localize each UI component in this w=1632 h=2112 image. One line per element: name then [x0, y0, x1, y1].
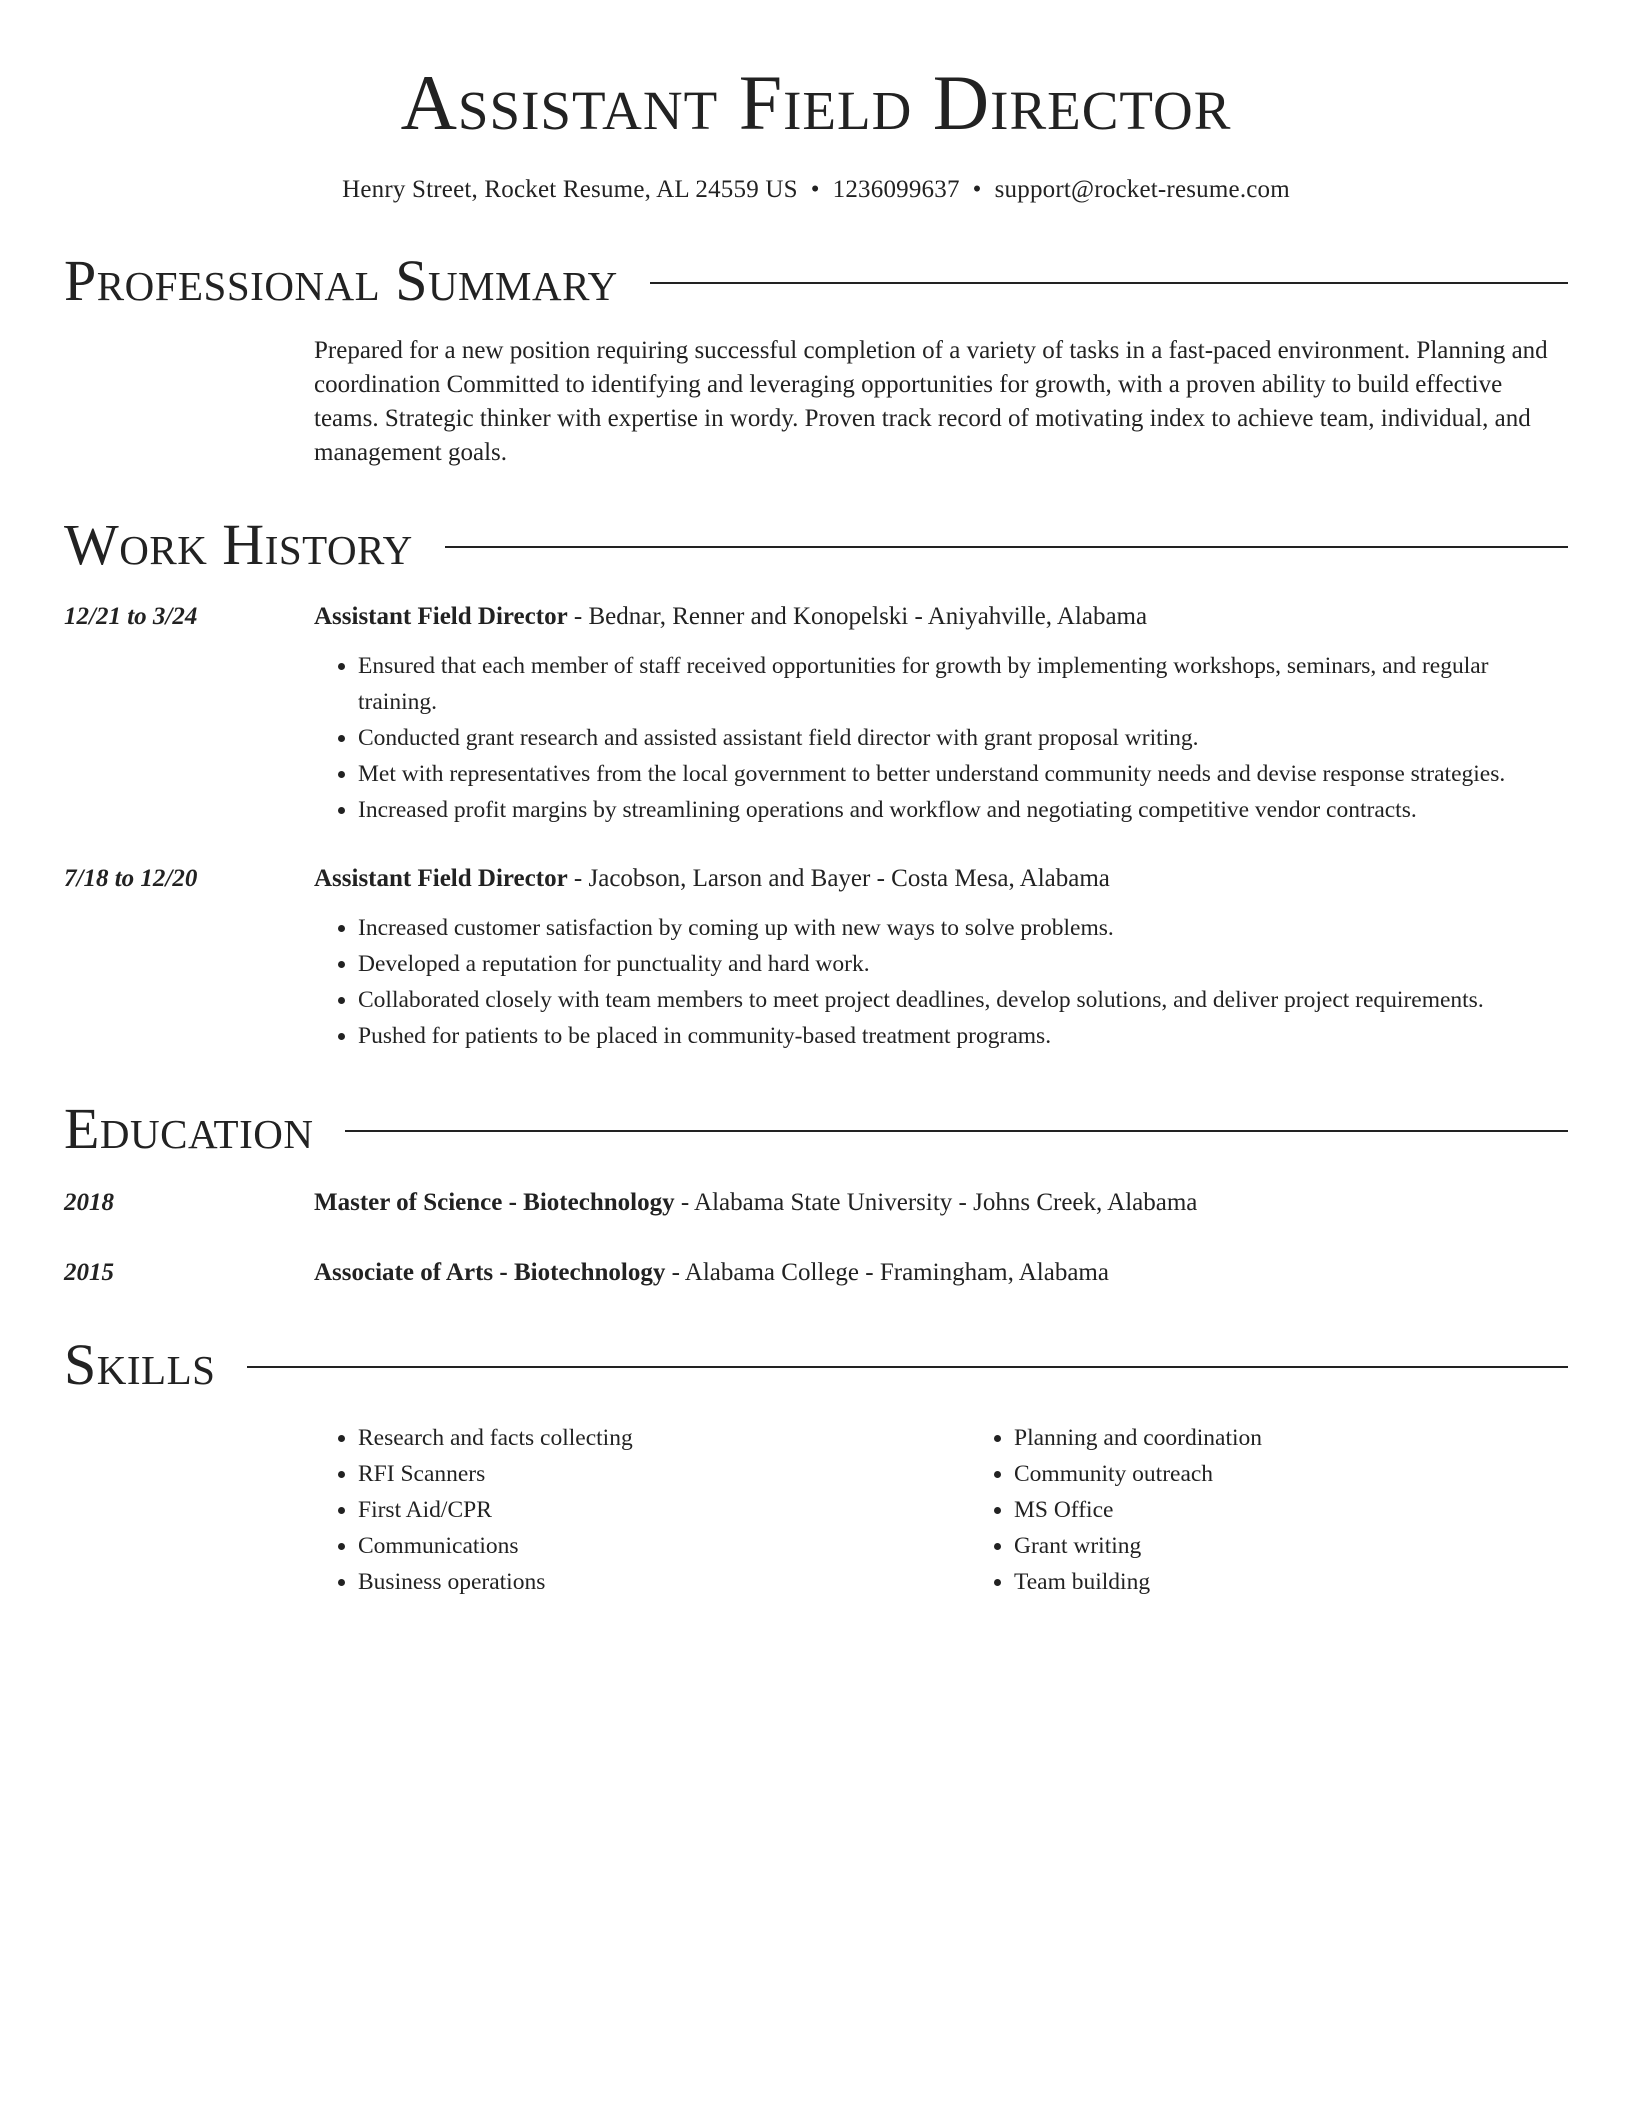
section-divider [345, 1130, 1568, 1132]
job-bullets-row [64, 896, 1568, 1054]
education-entry [64, 1256, 1568, 1290]
skill-item: • RFI Scanners [358, 1456, 970, 1492]
job-bullet: • Met with representatives from the local government to better understand community needs and devise response strategies. [358, 756, 1568, 792]
job-bullets [314, 648, 1568, 828]
education-year: 2015 [64, 1259, 114, 1286]
summary-row [64, 334, 1568, 470]
skills-grid [64, 1420, 1568, 1600]
education-degree: Associate of Arts - Biotechnology [314, 1259, 666, 1286]
resume-name: Assistant Field Director [400, 59, 1232, 146]
job-bullet: • Collaborated closely with team members to meet project deadlines, develop solutions, and deliver project requirements. [358, 982, 1568, 1018]
section-divider [650, 282, 1568, 284]
job-bullet: • Ensured that each member of staff received opportunities for growth by implementing workshops, seminars, and regular training. [358, 648, 1568, 720]
contact-phone: 1236099637 [832, 176, 960, 203]
education-heading: Education [64, 1096, 314, 1161]
summary-spacer [64, 334, 314, 470]
education-info [314, 1256, 1568, 1290]
work-section-header [64, 514, 1568, 576]
job-details: - Bednar, Renner and Konopelski - Aniyahville, Alabama [567, 603, 1148, 630]
job-bullet: • Pushed for patients to be placed in community-based treatment programs. [358, 1018, 1568, 1054]
skills-column-1 [314, 1420, 970, 1600]
education-info [314, 1186, 1568, 1220]
skill-item: • MS Office [1014, 1492, 1626, 1528]
education-year: 2018 [64, 1189, 114, 1216]
job-bullet: • Developed a reputation for punctuality and hard work. [358, 946, 1568, 982]
skill-item: • Planning and coordination [1014, 1420, 1626, 1456]
job-title: Assistant Field Director [314, 603, 568, 630]
job-info [314, 600, 1568, 634]
job-bullet: • Conducted grant research and assisted assistant field director with grant proposal writing. [358, 720, 1568, 756]
skills-spacer [64, 1420, 314, 1600]
job-bullets-row [64, 634, 1568, 828]
skill-item: • Community outreach [1014, 1456, 1626, 1492]
contact-line [64, 174, 1568, 206]
job-bullets-spacer [64, 634, 314, 828]
job-header [64, 600, 1568, 634]
job-info [314, 862, 1568, 896]
skills-heading: Skills [64, 1332, 216, 1397]
education-details: - Alabama State University - Johns Creek, Alabama [674, 1189, 1198, 1216]
skills-section-header [64, 1334, 1568, 1396]
job-details: - Jacobson, Larson and Bayer - Costa Mesa, Alabama [567, 865, 1110, 892]
skills-column-2 [970, 1420, 1626, 1600]
education-section-header [64, 1098, 1568, 1160]
job-header [64, 862, 1568, 896]
job-bullets [314, 910, 1568, 1054]
summary-text: Prepared for a new position requiring successful completion of a variety of tasks in a fast-paced environment. Planning and coordination Committed to identifying and leveraging opportunities for growth, with a proven ability to build effective teams. Strategic thinker with expertise in wordy. Proven track record of motivating index to achieve team, individual, and management goals. [314, 337, 1548, 466]
contact-email: support@rocket-resume.com [994, 176, 1290, 203]
skill-item: • First Aid/CPR [358, 1492, 970, 1528]
job-dates: 12/21 to 3/24 [64, 603, 198, 630]
skill-item: • Grant writing [1014, 1528, 1626, 1564]
skill-item: • Research and facts collecting [358, 1420, 970, 1456]
summary-heading: Professional Summary [64, 248, 618, 313]
skill-item: • Business operations [358, 1564, 970, 1600]
job-bullet: • Increased profit margins by streamlining operations and workflow and negotiating competitive vendor contracts. [358, 792, 1568, 828]
contact-address: Henry Street, Rocket Resume, AL 24559 US [342, 176, 798, 203]
section-divider [247, 1366, 1568, 1368]
skill-item: • Communications [358, 1528, 970, 1564]
job-dates: 7/18 to 12/20 [64, 865, 198, 892]
summary-section-header [64, 250, 1568, 312]
education-degree: Master of Science - Biotechnology [314, 1189, 675, 1216]
work-heading: Work History [64, 512, 413, 577]
skill-item: • Team building [1014, 1564, 1626, 1600]
education-entry [64, 1186, 1568, 1220]
contact-separator: • [972, 176, 982, 203]
job-bullets-container [314, 896, 1568, 1054]
job-entry [64, 600, 1568, 828]
section-divider [445, 546, 1568, 548]
contact-separator: • [810, 176, 820, 203]
job-title: Assistant Field Director [314, 865, 568, 892]
job-bullets-container [314, 634, 1568, 828]
job-entry [64, 862, 1568, 1054]
job-bullet: • Increased customer satisfaction by coming up with new ways to solve problems. [358, 910, 1568, 946]
education-details: - Alabama College - Framingham, Alabama [665, 1259, 1109, 1286]
job-bullets-spacer [64, 896, 314, 1054]
